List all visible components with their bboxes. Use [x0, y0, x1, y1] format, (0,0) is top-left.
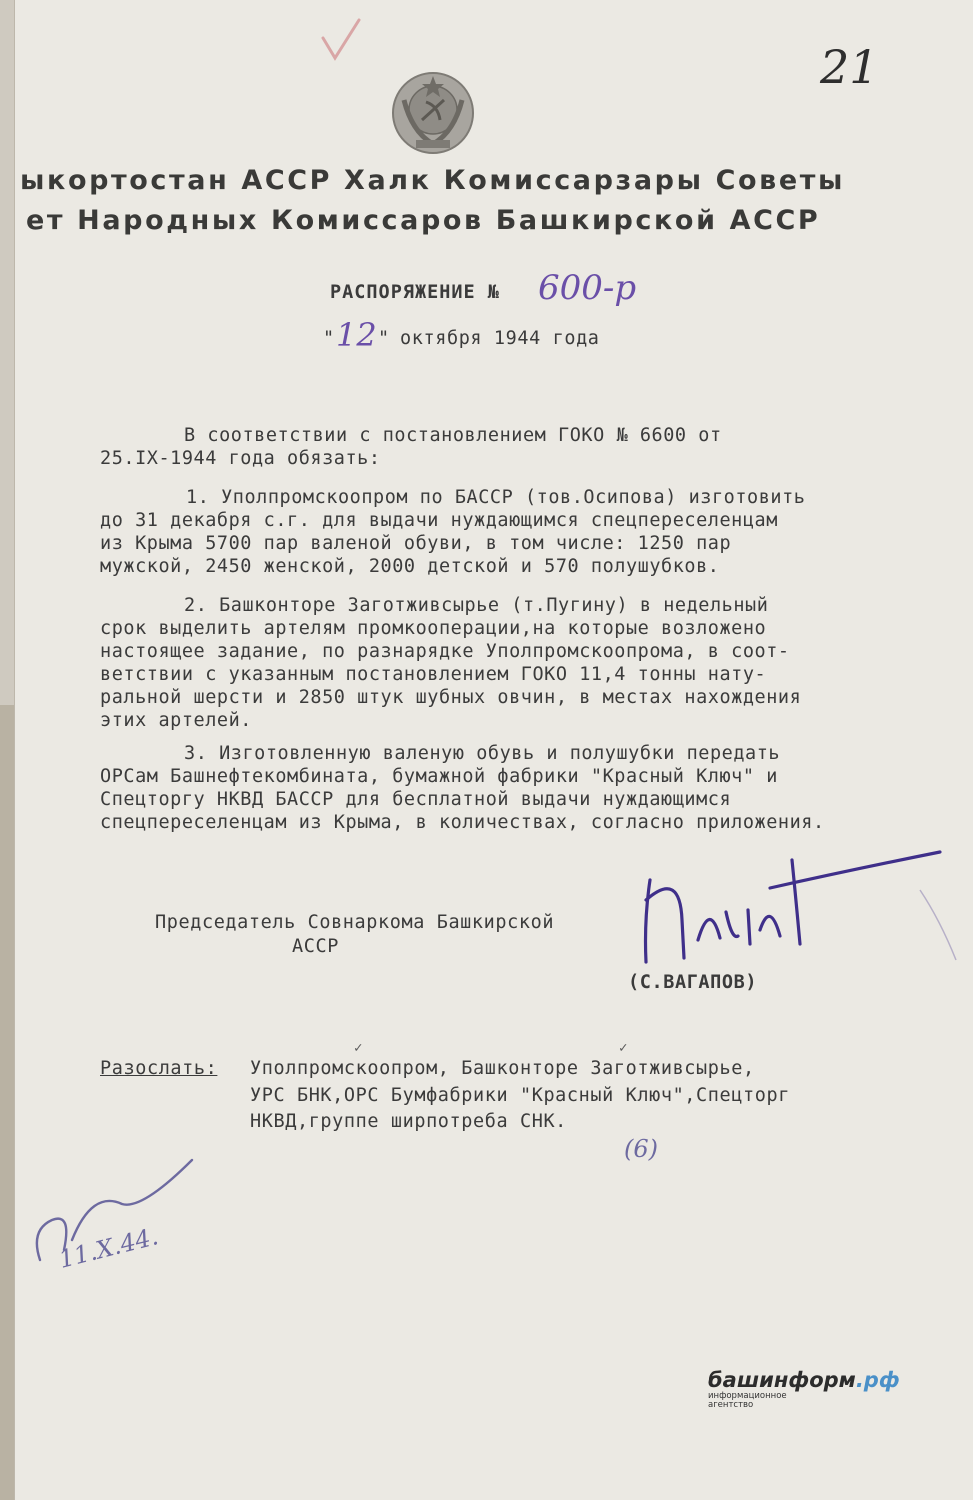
- intro-line: В соответствии с постановлением ГОКО № 6600 от: [184, 425, 722, 446]
- date-rest: октября 1944 года: [400, 328, 600, 349]
- signature-title-line2: АССР: [292, 936, 339, 957]
- header-russian: ет Народных Комиссаров Башкирской АССР: [26, 205, 821, 236]
- handwritten-signature-icon: [620, 840, 970, 970]
- archive-page-number: 21: [820, 40, 879, 94]
- check-tick-icon: ✓: [354, 1040, 363, 1056]
- order-number: 600-р: [538, 268, 637, 308]
- item-1-line: до 31 декабря с.г. для выдачи нуждающимся спецпереселенцам: [100, 510, 778, 531]
- item-2-paragraph: [100, 594, 960, 732]
- item-2-line: срок выделить артелям промкооперации,на которые возложено: [100, 618, 767, 639]
- date-quote-open: ": [323, 328, 335, 349]
- distribution-line: Уполпромскоопром, Башконторе Заготживсырье,: [250, 1058, 755, 1079]
- distribution-line: НКВД,группе ширпотреба СНК.: [250, 1111, 567, 1132]
- archive-note: 11.X.44.: [56, 1222, 161, 1274]
- check-mark-icon: [315, 14, 365, 64]
- signatory-name: (С.ВАГАПОВ): [628, 972, 758, 993]
- copies-note: (6): [624, 1135, 658, 1163]
- date-quote-close: ": [378, 328, 390, 349]
- intro-line: 25.IX-1944 года обязать:: [100, 448, 381, 469]
- header-bashkir: ыкортостан АССР Халк Комиссарзары Советы: [20, 165, 846, 196]
- item-2-line: настоящее задание, по разнарядке Уполпромскоопрома, в соот-: [100, 641, 790, 662]
- bashinform-logo: [708, 1368, 900, 1410]
- signature-title-line1: Председатель Совнаркома Башкирской: [155, 912, 555, 933]
- order-label: РАСПОРЯЖЕНИЕ №: [330, 282, 500, 303]
- logo-text: башинформ.рф: [708, 1368, 900, 1392]
- soviet-emblem-icon: [390, 70, 476, 156]
- item-2-line: этих артелей.: [100, 710, 252, 731]
- binding-strip: [0, 0, 15, 1500]
- item-3-paragraph: [100, 742, 960, 834]
- item-3-line: 3. Изготовленную валеную обувь и полушубки передать: [184, 743, 781, 764]
- date-day: 12: [336, 316, 377, 354]
- item-3-line: Спецторгу НКВД БАССР для бесплатной выдачи нуждающимся: [100, 789, 732, 810]
- item-2-line: ветствии с указанным постановлением ГОКО 11,4 тонны нату-: [100, 664, 767, 685]
- check-tick-icon: ✓: [619, 1040, 628, 1056]
- item-3-line: ОРСам Башнефтекомбината, бумажной фабрики "Красный Ключ" и: [100, 766, 778, 787]
- item-1-paragraph: [100, 486, 960, 578]
- item-1-line: из Крыма 5700 пар валеной обуви, в том числе: 1250 пар: [100, 533, 732, 554]
- item-2-line: 2. Башконторе Заготживсырье (т.Пугину) в недельный: [184, 595, 769, 616]
- item-2-line: ральной шерсти и 2850 штук шубных овчин, в местах нахождения: [100, 687, 802, 708]
- item-1-line: 1. Уполпромскоопром по БАССР (тов.Осипова) изготовить: [186, 487, 806, 508]
- distribution-label: Разослать:: [100, 1058, 218, 1079]
- logo-subtitle: информационное агентство: [708, 1391, 787, 1410]
- intro-paragraph: [100, 424, 960, 470]
- item-3-line: спецпереселенцам из Крыма, в количествах, согласно приложения.: [100, 812, 825, 833]
- distribution-line: УРС БНК,ОРС Бумфабрики "Красный Ключ",Спецторг: [250, 1085, 790, 1106]
- item-1-line: мужской, 2450 женской, 2000 детской и 570 полушубков.: [100, 556, 720, 577]
